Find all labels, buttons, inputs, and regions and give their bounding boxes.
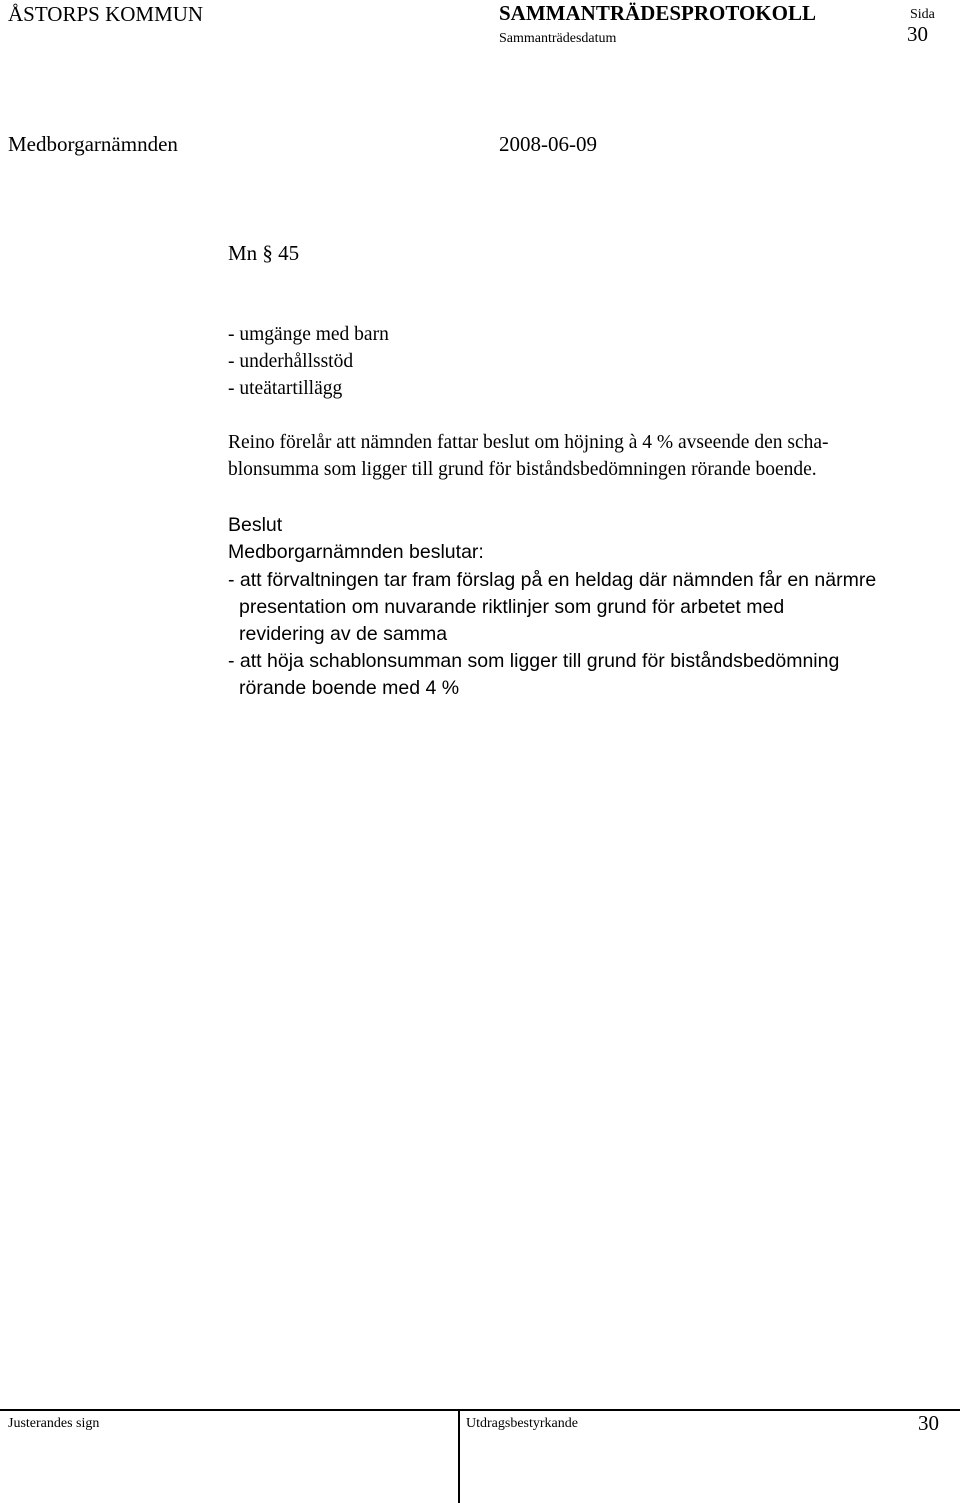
decision-line: rörande boende med 4 %	[239, 677, 460, 699]
decision-line: - att höja schablonsumman som ligger till grund för biståndsbedömning	[228, 650, 840, 672]
page-number: 30	[907, 22, 928, 46]
list-item: - underhållsstöd	[228, 351, 354, 372]
footer-column-divider	[458, 1409, 460, 1503]
organization-name: ÅSTORPS KOMMUN	[8, 2, 204, 26]
meeting-date-label: Sammanträdesdatum	[499, 31, 617, 46]
decision-line: revidering av de samma	[239, 623, 448, 645]
list-item: - umgänge med barn	[228, 324, 389, 345]
decision-intro: Medborgarnämnden beslutar:	[228, 541, 484, 563]
certification-label: Utdragsbestyrkande	[466, 1416, 578, 1431]
section-number: Mn § 45	[228, 241, 300, 265]
proposal-line: Reino förelår att nämnden fattar beslut om höjning à 4 % avseende den scha-	[228, 432, 829, 453]
footer-divider	[0, 1409, 960, 1411]
decision-heading: Beslut	[228, 514, 283, 536]
footer-page-number: 30	[918, 1411, 939, 1435]
proposal-line: blonsumma som ligger till grund för biståndsbedömningen rörande boende.	[228, 459, 817, 480]
meeting-date: 2008-06-09	[499, 132, 597, 156]
decision-line: - att förvaltningen tar fram förslag på en heldag där nämnden får en närmre	[228, 569, 877, 591]
list-item: - uteätartillägg	[228, 378, 343, 399]
signature-label: Justerandes sign	[8, 1416, 100, 1431]
committee-name: Medborgarnämnden	[8, 132, 178, 156]
document-type: SAMMANTRÄDESPROTOKOLL	[499, 1, 816, 25]
page-label: Sida	[910, 7, 935, 22]
decision-line: presentation om nuvarande riktlinjer som grund för arbetet med	[239, 596, 785, 618]
